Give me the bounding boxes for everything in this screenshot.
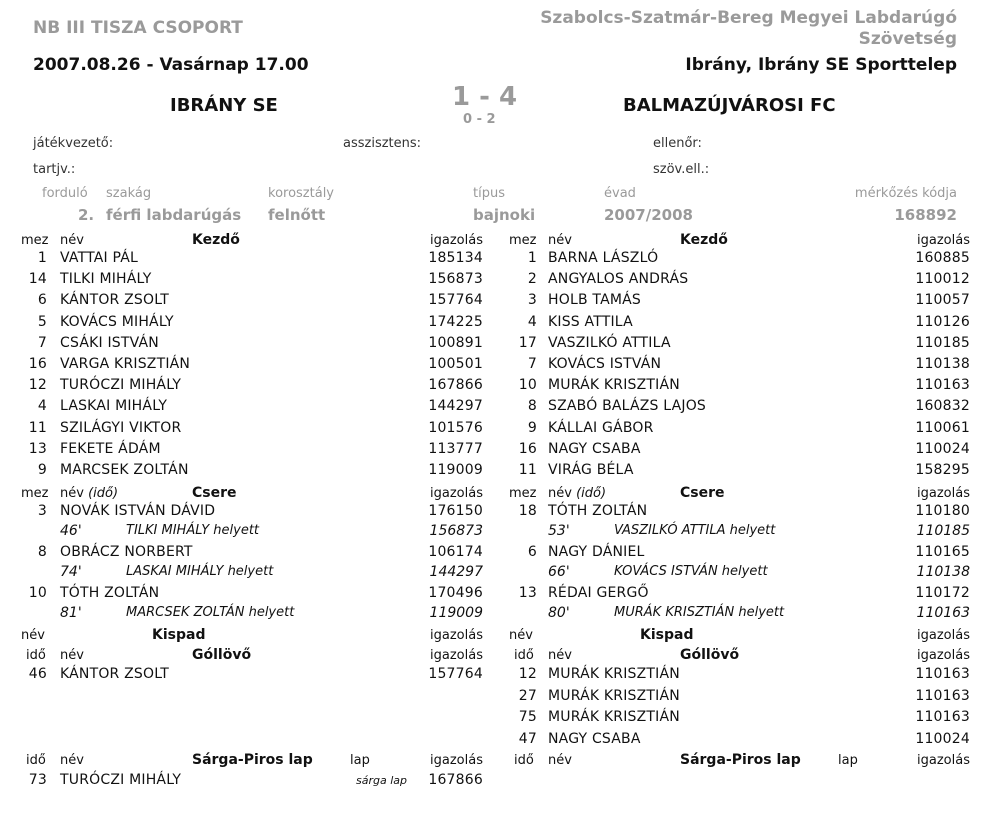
substitution-note: VASZILKÓ ATTILA helyett [614, 523, 776, 538]
shirt-number: 16 [518, 440, 537, 457]
age-value: felnőtt [268, 206, 326, 224]
home-subs-title: Csere [192, 485, 237, 501]
license-number: 170496 [428, 585, 483, 601]
license-number: 110024 [915, 730, 970, 747]
scorer-name: KÁNTOR ZSOLT [60, 666, 170, 682]
shirt-number: 3 [527, 292, 537, 309]
license-number: 110024 [915, 440, 970, 457]
license-number: 110126 [915, 313, 970, 330]
license-number: 157764 [428, 666, 483, 682]
shirt-number: 8 [527, 398, 537, 415]
round-label: forduló [42, 186, 88, 201]
home-cards-id-header: igazolás [430, 753, 483, 768]
player-name: NAGY DÁNIEL [548, 544, 645, 560]
player-name: VASZILKÓ ATTILA [548, 334, 671, 351]
home-scorers-time-header: idő [26, 648, 46, 663]
final-score: 1 - 4 [452, 82, 518, 112]
player-name: TILKI MIHÁLY [60, 271, 152, 288]
away-cards-title: Sárga-Piros lap [680, 752, 801, 768]
player-name: FEKETE ÁDÁM [60, 440, 161, 457]
player-name: NAGY CSABA [548, 440, 641, 457]
license-number: 100501 [428, 356, 483, 372]
shirt-number: 3 [37, 503, 47, 519]
shirt-number: 12 [28, 377, 47, 394]
license-number: 101576 [428, 419, 483, 436]
license-number: 110163 [915, 687, 970, 704]
player-name: TURÓCZI MIHÁLY [60, 377, 182, 394]
player-name: OBRÁCZ NORBERT [60, 544, 193, 560]
away-subs-name-header [548, 486, 606, 501]
federation-name-2: Szövetség [858, 29, 957, 49]
away-cards-id-header: igazolás [917, 753, 970, 768]
home-bench-title: Kispad [152, 627, 206, 643]
player-name: LASKAI MIHÁLY [60, 398, 168, 415]
player-name: KÁLLAI GÁBOR [548, 419, 654, 436]
goal-minute: 27 [518, 687, 537, 704]
home-starters-mez-header: mez [21, 233, 49, 248]
license-number: 158295 [915, 462, 970, 478]
player-name: BARNA LÁSZLÓ [548, 250, 659, 266]
substitution-note: MURÁK KRISZTIÁN helyett [614, 605, 785, 620]
shirt-number: 13 [28, 440, 47, 457]
branch-label: szakág [106, 186, 152, 201]
shirt-number: 9 [37, 462, 47, 478]
time-label: (idő) [88, 486, 119, 501]
federation-controller-label: szöv.ell.: [653, 162, 710, 177]
home-scorers-title: Góllövő [192, 647, 252, 663]
carded-player-name: TURÓCZI MIHÁLY [60, 772, 182, 788]
shirt-number: 4 [527, 313, 537, 330]
home-bench-id-header: igazolás [430, 628, 483, 643]
shirt-number: 2 [527, 271, 537, 288]
away-scorers-title: Góllövő [680, 647, 740, 663]
license-number: 110165 [915, 544, 970, 560]
player-name: ANGYALOS ANDRÁS [548, 271, 689, 288]
license-number: 106174 [428, 544, 483, 560]
substitution-minute: 66' [548, 564, 570, 580]
time-label: (idő) [576, 486, 607, 501]
home-subs-id-header: igazolás [430, 486, 483, 501]
match-venue: Ibrány, Ibrány SE Sporttelep [685, 55, 957, 75]
player-name: MARCSEK ZOLTÁN [60, 462, 189, 478]
card-type: sárga lap [356, 774, 407, 787]
replaced-license-number: 119009 [429, 605, 483, 621]
player-name: RÉDAI GERGŐ [548, 585, 649, 601]
away-starters-name-header: név [548, 233, 572, 248]
substitution-minute: 53' [548, 523, 570, 539]
license-number: 160832 [915, 398, 970, 415]
player-name: KOVÁCS MIHÁLY [60, 313, 174, 330]
home-scorers-id-header: igazolás [430, 648, 483, 663]
controller-label: ellenőr: [653, 136, 702, 151]
player-name: VATTAI PÁL [60, 250, 139, 266]
shirt-number: 1 [527, 250, 537, 266]
license-number: 110061 [915, 419, 970, 436]
license-number: 174225 [428, 313, 483, 330]
substitution-note: TILKI MIHÁLY helyett [126, 523, 260, 538]
code-label: mérkőzés kódja [854, 186, 957, 201]
player-name: NOVÁK ISTVÁN DÁVID [60, 503, 216, 519]
goal-minute: 47 [518, 730, 537, 747]
type-label: típus [473, 186, 505, 201]
license-number: 176150 [428, 503, 483, 519]
player-name: KOVÁCS ISTVÁN [548, 356, 662, 372]
substitution-minute: 46' [60, 523, 82, 539]
goal-minute: 12 [518, 666, 537, 682]
home-starters-name-header: név [60, 233, 84, 248]
player-name: TÓTH ZOLTÁN [60, 585, 160, 601]
league-title: NB III TISZA CSOPORT [33, 18, 243, 38]
type-value: bajnoki [473, 206, 536, 224]
card-minute: 73 [28, 772, 47, 788]
license-number: 110180 [915, 503, 970, 519]
shirt-number: 18 [518, 503, 537, 519]
home-starters-title: Kezdő [192, 232, 240, 248]
away-starters-id-header: igazolás [917, 233, 970, 248]
player-name: HOLB TAMÁS [548, 292, 641, 309]
substitution-minute: 81' [60, 605, 82, 621]
away-starters-title: Kezdő [680, 232, 728, 248]
goal-minute: 46 [28, 666, 47, 682]
referee-label: játékvezető: [33, 136, 114, 151]
license-number: 110163 [915, 709, 970, 725]
shirt-number: 4 [37, 398, 47, 415]
away-bench-name-header: név [509, 628, 533, 643]
shirt-number: 11 [28, 419, 47, 436]
player-name: TÓTH ZOLTÁN [548, 503, 648, 519]
shirt-number: 5 [37, 313, 47, 330]
scorer-name: MURÁK KRISZTIÁN [548, 666, 680, 682]
license-number: 185134 [428, 250, 483, 266]
scorer-name: MURÁK KRISZTIÁN [548, 687, 680, 704]
away-scorers-name-header: név [548, 648, 572, 663]
away-cards-type-header: lap [838, 753, 858, 768]
substitution-note: MARCSEK ZOLTÁN helyett [126, 605, 295, 620]
license-number: 157764 [428, 292, 483, 309]
home-cards-type-header: lap [350, 753, 370, 768]
away-starters-mez-header: mez [509, 233, 537, 248]
license-number: 110163 [915, 666, 970, 682]
license-number: 156873 [428, 271, 483, 288]
license-number: 100891 [428, 334, 483, 351]
away-subs-mez-header: mez [509, 486, 537, 501]
shirt-number: 17 [518, 334, 537, 351]
replaced-license-number: 144297 [429, 564, 483, 580]
age-label: korosztály [268, 186, 334, 201]
shirt-number: 13 [518, 585, 537, 601]
shirt-number: 9 [527, 419, 537, 436]
home-cards-name-header: név [60, 753, 84, 768]
license-number: 110185 [915, 334, 970, 351]
license-number: 167866 [428, 772, 483, 788]
player-name: KISS ATTILA [548, 313, 633, 330]
license-number: 119009 [428, 462, 483, 478]
license-number: 110163 [915, 377, 970, 394]
substitution-minute: 74' [60, 564, 82, 580]
shirt-number: 14 [28, 271, 47, 288]
substitution-note: KOVÁCS ISTVÁN helyett [614, 564, 768, 579]
shirt-number: 16 [28, 356, 47, 372]
shirt-number: 11 [518, 462, 537, 478]
license-number: 113777 [428, 440, 483, 457]
scorer-name: MURÁK KRISZTIÁN [548, 709, 680, 725]
name-label: név [60, 486, 84, 501]
halftime-score: 0 - 2 [463, 112, 496, 127]
away-subs-id-header: igazolás [917, 486, 970, 501]
player-name: CSÁKI ISTVÁN [60, 334, 159, 351]
replaced-license-number: 110163 [916, 605, 970, 621]
away-subs-title: Csere [680, 485, 725, 501]
branch-value: férfi labdarúgás [106, 206, 242, 224]
substitution-note: LASKAI MIHÁLY helyett [126, 564, 274, 579]
season-value: 2007/2008 [604, 206, 693, 224]
license-number: 110138 [915, 356, 970, 372]
player-name: KÁNTOR ZSOLT [60, 292, 170, 309]
home-team: IBRÁNY SE [170, 95, 278, 116]
shirt-number: 10 [518, 377, 537, 394]
home-subs-mez-header: mez [21, 486, 49, 501]
name-label: név [548, 486, 572, 501]
home-scorers-name-header: név [60, 648, 84, 663]
shirt-number: 7 [527, 356, 537, 372]
license-number: 110172 [915, 585, 970, 601]
license-number: 160885 [915, 250, 970, 266]
replaced-license-number: 110138 [916, 564, 970, 580]
shirt-number: 7 [37, 334, 47, 351]
license-number: 110057 [915, 292, 970, 309]
code-value: 168892 [894, 206, 957, 224]
reserve-referee-label: tartjv.: [33, 162, 76, 177]
home-subs-name-header [60, 486, 118, 501]
player-name: SZABÓ BALÁZS LAJOS [548, 398, 707, 415]
shirt-number: 6 [527, 544, 537, 560]
substitution-minute: 80' [548, 605, 570, 621]
goal-minute: 75 [518, 709, 537, 725]
home-cards-time-header: idő [26, 753, 46, 768]
player-name: VIRÁG BÉLA [548, 462, 634, 478]
away-scorers-time-header: idő [514, 648, 534, 663]
license-number: 144297 [428, 398, 483, 415]
match-date: 2007.08.26 - Vasárnap 17.00 [33, 55, 309, 75]
shirt-number: 10 [28, 585, 47, 601]
player-name: SZILÁGYI VIKTOR [60, 419, 182, 436]
away-cards-time-header: idő [514, 753, 534, 768]
away-scorers-id-header: igazolás [917, 648, 970, 663]
away-bench-id-header: igazolás [917, 628, 970, 643]
replaced-license-number: 156873 [429, 523, 483, 539]
shirt-number: 8 [37, 544, 47, 560]
home-cards-title: Sárga-Piros lap [192, 752, 313, 768]
away-cards-name-header: név [548, 753, 572, 768]
license-number: 110012 [915, 271, 970, 288]
player-name: VARGA KRISZTIÁN [60, 356, 191, 372]
scorer-name: NAGY CSABA [548, 730, 641, 747]
away-team: BALMAZÚJVÁROSI FC [623, 95, 836, 116]
shirt-number: 6 [37, 292, 47, 309]
season-label: évad [604, 186, 636, 201]
federation-name: Szabolcs-Szatmár-Bereg Megyei Labdarúgó [540, 8, 957, 28]
player-name: MURÁK KRISZTIÁN [548, 377, 680, 394]
away-bench-title: Kispad [640, 627, 694, 643]
round-value: 2. [78, 206, 95, 224]
home-bench-name-header: név [21, 628, 45, 643]
home-starters-id-header: igazolás [430, 233, 483, 248]
license-number: 167866 [428, 377, 483, 394]
shirt-number: 1 [37, 250, 47, 266]
replaced-license-number: 110185 [916, 523, 970, 539]
assistants-label: asszisztens: [343, 136, 422, 151]
